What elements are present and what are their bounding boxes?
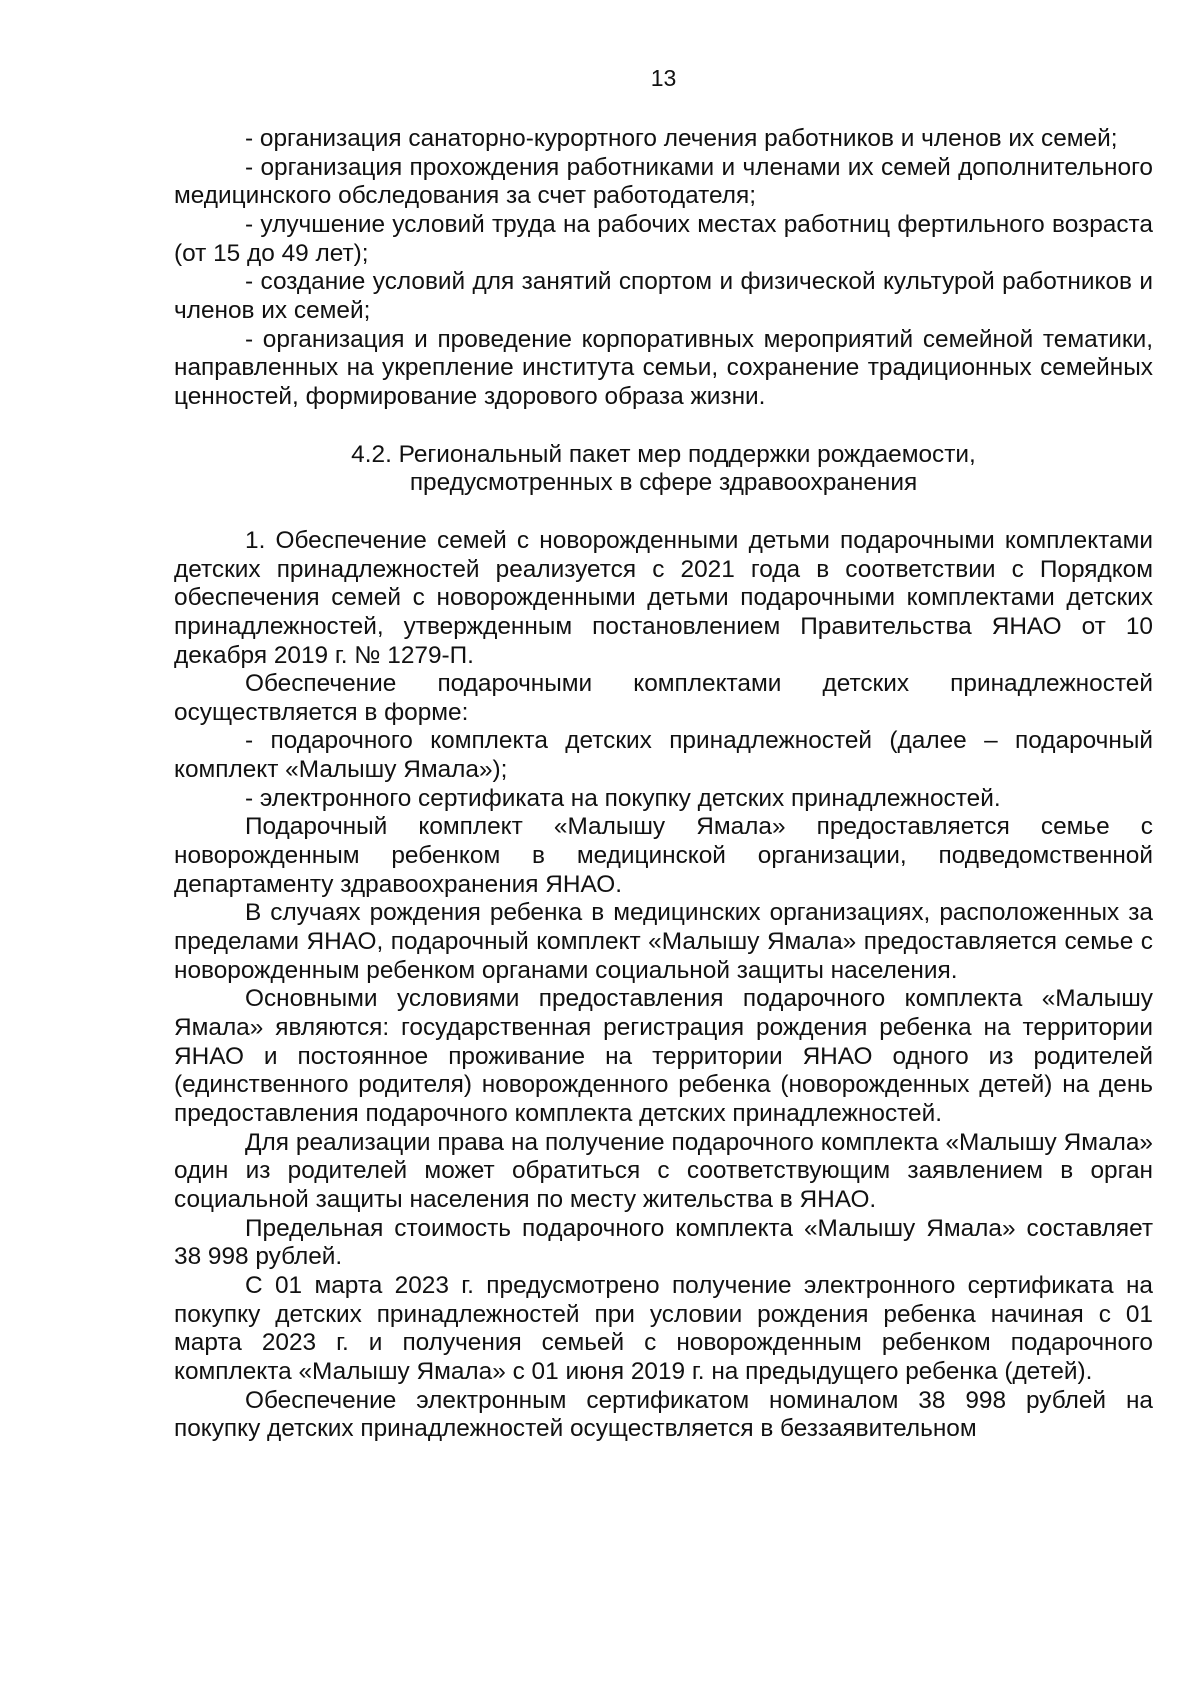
paragraph: 1. Обеспечение семей с новорожденными детьми подарочными комплектами детских принадлежностей реализуется с 2021 года в соответствии с Порядком обеспечения семей с новорожденными детьми подарочными комплектами детских принадлежностей, утвержденным постановлением Правительства ЯНАО от 10 декабря 2019 г. № 1279-П. — [174, 526, 1153, 669]
paragraph: С 01 марта 2023 г. предусмотрено получение электронного сертификата на покупку детских принадлежностей при условии рождения ребенка начиная с 01 марта 2023 г. и получения семьей с новорожденным ребенком подарочного комплекта «Малышу Ямала» с 01 июня 2019 г. на предыдущего ребенка (детей). — [174, 1271, 1153, 1385]
paragraph: Подарочный комплект «Малышу Ямала» предоставляется семье с новорожденным ребенком в медицинской организации, подведомственной департаменту здравоохранения ЯНАО. — [174, 813, 1153, 898]
section-heading — [174, 441, 1153, 498]
paragraph: - электронного сертификата на покупку детских принадлежностей. — [245, 784, 1001, 812]
list-item: - организация и проведение корпоративных мероприятий семейной тематики, направленных на укрепление института семьи, сохранение традиционных семейных ценностей, формирование здорового образа жизни. — [174, 325, 1153, 410]
benefits-list — [174, 125, 1153, 412]
paragraph: В случаях рождения ребенка в медицинских организациях, расположенных за пределами ЯНАО, подарочный комплект «Малышу Ямала» предоставляется семье с новорожденным ребенком органами социальной защиты населения. — [174, 899, 1153, 984]
paragraph: - подарочного комплекта детских принадлежностей (далее – подарочный комплект «Малышу Ямала»); — [174, 727, 1153, 784]
paragraph: Предельная стоимость подарочного комплекта «Малышу Ямала» составляет 38 998 рублей. — [174, 1214, 1153, 1271]
paragraph: Для реализации права на получение подарочного комплекта «Малышу Ямала» один из родителей может обратиться с соответствующим заявлением в орган социальной защиты населения по месту жительства в ЯНАО. — [174, 1128, 1153, 1213]
section-heading-line: предусмотренных в сфере здравоохранения — [409, 469, 918, 497]
list-item: - улучшение условий труда на рабочих местах работниц фертильного возраста (от 15 до 49 лет); — [174, 210, 1153, 267]
document-page — [174, 64, 1153, 1444]
list-item: - организация прохождения работниками и членами их семей дополнительного медицинского обследования за счет работодателя; — [174, 153, 1153, 210]
paragraph: Основными условиями предоставления подарочного комплекта «Малышу Ямала» являются: государственная регистрация рождения ребенка на территории ЯНАО и постоянное проживание на территории ЯНАО одного из родителей (единственного родителя) новорожденного ребенка (новорожденных детей) на день предоставления подарочного комплекта детских принадлежностей. — [174, 985, 1153, 1127]
list-item: - создание условий для занятий спортом и физической культурой работников и членов их семей; — [174, 268, 1153, 324]
paragraph: Обеспечение подарочными комплектами детских принадлежностей осуществляется в форме: — [174, 670, 1153, 726]
list-item: - организация санаторно-курортного лечения работников и членов их семей; — [245, 125, 1118, 152]
section-heading-line: 4.2. Региональный пакет мер поддержки рождаемости, — [351, 440, 976, 468]
page-number: 13 — [650, 65, 677, 91]
paragraph: Обеспечение электронным сертификатом номиналом 38 998 рублей на покупку детских принадлежностей осуществляется в беззаявительном — [174, 1386, 1153, 1443]
section-body — [174, 527, 1153, 1444]
